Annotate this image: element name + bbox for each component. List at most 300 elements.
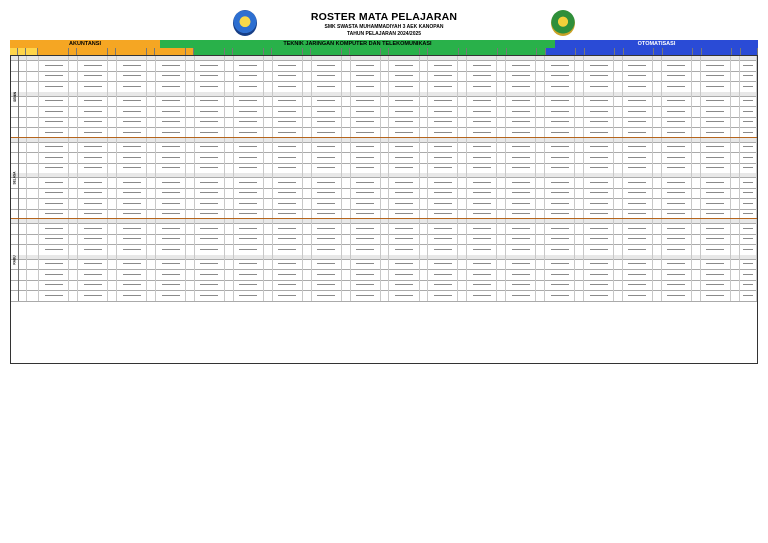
table-cell <box>312 269 342 280</box>
table-cell <box>731 60 740 71</box>
cell-text-placeholder <box>434 192 452 193</box>
table-cell <box>195 177 225 188</box>
cell-text-placeholder <box>84 100 102 101</box>
cell-text-placeholder <box>200 238 218 239</box>
column-header-cell <box>420 48 429 55</box>
table-cell <box>653 198 662 209</box>
column-header-cell <box>116 48 146 55</box>
table-cell <box>225 81 234 92</box>
table-cell <box>653 163 662 174</box>
table-cell <box>39 198 69 209</box>
cell-text-placeholder <box>551 203 569 204</box>
table-cell <box>584 234 614 245</box>
table-cell <box>312 71 342 82</box>
cell-text-placeholder <box>512 65 530 66</box>
table-cell <box>506 290 536 301</box>
table-cell <box>147 163 156 174</box>
table-cell <box>264 152 273 163</box>
table-cell <box>428 71 458 82</box>
table-cell <box>662 71 692 82</box>
column-header-cell <box>624 48 654 55</box>
schedule-table <box>10 55 758 364</box>
table-cell <box>614 81 623 92</box>
cell-text-placeholder <box>278 203 296 204</box>
table-cell <box>273 198 303 209</box>
cell-text-placeholder <box>123 100 141 101</box>
table-cell <box>147 290 156 301</box>
table-cell <box>351 81 381 92</box>
table-cell <box>389 223 419 234</box>
table-cell <box>69 234 78 245</box>
cell-text-placeholder <box>162 167 180 168</box>
cell-text-placeholder <box>356 203 374 204</box>
table-cell <box>506 234 536 245</box>
table-cell <box>497 96 506 107</box>
cell-text-placeholder <box>743 203 753 204</box>
table-cell <box>545 234 575 245</box>
table-cell <box>264 234 273 245</box>
cell-text-placeholder <box>590 157 608 158</box>
cell-text-placeholder <box>356 284 374 285</box>
cell-text-placeholder <box>200 121 218 122</box>
table-cell <box>342 60 351 71</box>
table-cell <box>692 177 701 188</box>
day-label-text: RABU <box>12 255 17 265</box>
table-cell <box>19 177 27 188</box>
cell-text-placeholder <box>473 75 491 76</box>
table-cell <box>303 106 312 117</box>
table-cell <box>497 188 506 199</box>
cell-text-placeholder <box>162 203 180 204</box>
table-cell <box>273 234 303 245</box>
table-cell <box>312 163 342 174</box>
table-cell <box>420 269 429 280</box>
group-otomatisasi: OTOMATISASI <box>555 40 758 48</box>
table-cell <box>225 259 234 270</box>
cell-text-placeholder <box>512 86 530 87</box>
column-header-cell <box>498 48 507 55</box>
cell-text-placeholder <box>356 86 374 87</box>
table-cell <box>428 81 458 92</box>
cell-text-placeholder <box>667 284 685 285</box>
table-cell <box>234 152 264 163</box>
table-cell <box>117 244 147 255</box>
table-cell <box>458 152 467 163</box>
cell-text-placeholder <box>239 157 257 158</box>
table-cell <box>351 163 381 174</box>
table-cell <box>584 223 614 234</box>
day-label <box>11 56 19 138</box>
table-cell <box>381 71 390 82</box>
table-cell <box>27 71 40 82</box>
table-cell <box>78 152 108 163</box>
table-cell <box>584 188 614 199</box>
table-cell <box>39 188 69 199</box>
table-cell <box>39 163 69 174</box>
cell-text-placeholder <box>317 157 335 158</box>
table-cell <box>19 223 27 234</box>
cell-text-placeholder <box>434 167 452 168</box>
table-cell <box>428 244 458 255</box>
cell-text-placeholder <box>551 65 569 66</box>
cell-text-placeholder <box>123 132 141 133</box>
table-cell <box>39 106 69 117</box>
cell-text-placeholder <box>123 295 141 296</box>
table-cell <box>692 198 701 209</box>
table-cell <box>234 106 264 117</box>
cell-text-placeholder <box>434 203 452 204</box>
table-cell <box>662 280 692 291</box>
column-header-cell <box>507 48 537 55</box>
table-cell <box>701 234 731 245</box>
table-cell <box>195 198 225 209</box>
table-cell <box>731 290 740 301</box>
table-cell <box>27 280 40 291</box>
table-cell <box>458 198 467 209</box>
table-cell <box>27 60 40 71</box>
cell-text-placeholder <box>278 284 296 285</box>
table-cell <box>692 152 701 163</box>
table-cell <box>303 81 312 92</box>
table-cell <box>575 290 584 301</box>
cell-text-placeholder <box>200 146 218 147</box>
table-cell <box>506 81 536 92</box>
cell-text-placeholder <box>706 228 724 229</box>
table-cell <box>312 259 342 270</box>
table-cell <box>584 259 614 270</box>
table-cell <box>428 96 458 107</box>
cell-text-placeholder <box>356 238 374 239</box>
cell-text-placeholder <box>667 182 685 183</box>
table-cell <box>692 234 701 245</box>
table-cell <box>420 96 429 107</box>
table-cell <box>575 81 584 92</box>
table-cell <box>27 244 40 255</box>
cell-text-placeholder <box>667 132 685 133</box>
table-cell <box>78 244 108 255</box>
table-cell <box>264 259 273 270</box>
table-cell <box>420 71 429 82</box>
cell-text-placeholder <box>706 192 724 193</box>
table-cell <box>497 117 506 128</box>
table-cell <box>614 152 623 163</box>
table-cell <box>536 81 545 92</box>
table-cell <box>614 96 623 107</box>
column-header-cell <box>155 48 185 55</box>
cell-text-placeholder <box>278 249 296 250</box>
table-cell <box>692 280 701 291</box>
table-cell <box>623 71 653 82</box>
table-cell <box>467 142 497 153</box>
table-cell <box>156 81 186 92</box>
cell-text-placeholder <box>317 100 335 101</box>
cell-text-placeholder <box>743 263 753 264</box>
cell-text-placeholder <box>45 192 63 193</box>
table-cell <box>653 60 662 71</box>
table-cell <box>273 244 303 255</box>
table-cell <box>545 280 575 291</box>
table-cell <box>264 81 273 92</box>
table-cell <box>303 152 312 163</box>
table-cell <box>69 142 78 153</box>
table-cell <box>147 117 156 128</box>
cell-text-placeholder <box>628 238 646 239</box>
table-cell <box>225 60 234 71</box>
table-cell <box>740 60 758 71</box>
table-cell <box>740 269 758 280</box>
table-cell <box>195 152 225 163</box>
table-cell <box>614 117 623 128</box>
cell-text-placeholder <box>162 238 180 239</box>
table-cell <box>351 117 381 128</box>
cell-text-placeholder <box>395 203 413 204</box>
table-cell <box>506 152 536 163</box>
table-cell <box>312 223 342 234</box>
cell-text-placeholder <box>512 132 530 133</box>
cell-text-placeholder <box>706 86 724 87</box>
cell-text-placeholder <box>590 167 608 168</box>
cell-text-placeholder <box>512 213 530 214</box>
table-cell <box>653 280 662 291</box>
table-cell <box>264 142 273 153</box>
table-cell <box>420 117 429 128</box>
table-cell <box>653 223 662 234</box>
table-cell <box>428 177 458 188</box>
table-cell <box>117 142 147 153</box>
table-cell <box>381 244 390 255</box>
table-cell <box>195 71 225 82</box>
table-cell <box>39 60 69 71</box>
cell-text-placeholder <box>434 182 452 183</box>
table-cell <box>186 96 195 107</box>
cell-text-placeholder <box>239 263 257 264</box>
column-header-cell <box>732 48 741 55</box>
cell-text-placeholder <box>473 263 491 264</box>
table-cell <box>458 81 467 92</box>
table-cell <box>19 244 27 255</box>
table-cell <box>653 152 662 163</box>
table-cell <box>19 71 27 82</box>
table-cell <box>545 188 575 199</box>
table-cell <box>662 269 692 280</box>
cell-text-placeholder <box>590 228 608 229</box>
table-cell <box>273 259 303 270</box>
table-cell <box>506 142 536 153</box>
page-title: ROSTER MATA PELAJARAN <box>310 11 458 23</box>
cell-text-placeholder <box>356 192 374 193</box>
table-cell <box>614 280 623 291</box>
table-cell <box>303 71 312 82</box>
table-cell <box>234 188 264 199</box>
table-cell <box>156 234 186 245</box>
table-cell <box>575 269 584 280</box>
cell-text-placeholder <box>45 284 63 285</box>
cell-text-placeholder <box>317 295 335 296</box>
cell-text-placeholder <box>239 182 257 183</box>
cell-text-placeholder <box>317 249 335 250</box>
table-cell <box>195 234 225 245</box>
table-cell <box>303 244 312 255</box>
column-header-cell <box>38 48 68 55</box>
cell-text-placeholder <box>395 75 413 76</box>
cell-text-placeholder <box>628 86 646 87</box>
page-header <box>0 0 768 42</box>
cell-text-placeholder <box>123 65 141 66</box>
table-cell <box>701 142 731 153</box>
cell-text-placeholder <box>628 203 646 204</box>
table-cell <box>428 142 458 153</box>
regional-logo-right <box>551 10 575 36</box>
table-cell <box>19 280 27 291</box>
table-cell <box>497 177 506 188</box>
table-cell <box>303 280 312 291</box>
table-cell <box>740 234 758 245</box>
table-cell <box>458 106 467 117</box>
cell-text-placeholder <box>317 263 335 264</box>
table-cell <box>147 60 156 71</box>
academic-year: TAHUN PELAJARAN 2024/2025 <box>346 31 422 37</box>
cell-text-placeholder <box>743 146 753 147</box>
table-cell <box>662 152 692 163</box>
cell-text-placeholder <box>590 121 608 122</box>
table-cell <box>108 280 117 291</box>
cell-text-placeholder <box>200 284 218 285</box>
column-header-cell <box>428 48 458 55</box>
cell-text-placeholder <box>239 65 257 66</box>
cell-text-placeholder <box>667 65 685 66</box>
cell-text-placeholder <box>395 146 413 147</box>
table-cell <box>545 259 575 270</box>
table-cell <box>108 152 117 163</box>
table-cell <box>27 152 40 163</box>
table-cell <box>147 198 156 209</box>
table-cell <box>584 280 614 291</box>
column-header-cell <box>77 48 107 55</box>
cell-text-placeholder <box>628 228 646 229</box>
table-cell <box>108 244 117 255</box>
table-cell <box>662 142 692 153</box>
table-cell <box>312 96 342 107</box>
cell-text-placeholder <box>706 75 724 76</box>
table-cell <box>740 96 758 107</box>
table-cell <box>186 259 195 270</box>
table-cell <box>428 259 458 270</box>
table-cell <box>506 106 536 117</box>
table-cell <box>731 71 740 82</box>
table-cell <box>156 223 186 234</box>
table-cell <box>506 60 536 71</box>
table-cell <box>342 280 351 291</box>
cell-text-placeholder <box>667 86 685 87</box>
cell-text-placeholder <box>590 203 608 204</box>
cell-text-placeholder <box>395 111 413 112</box>
column-header-cell <box>18 48 26 55</box>
table-cell <box>225 106 234 117</box>
table-cell <box>69 244 78 255</box>
cell-text-placeholder <box>278 111 296 112</box>
table-cell <box>273 96 303 107</box>
table-cell <box>19 152 27 163</box>
cell-text-placeholder <box>45 295 63 296</box>
table-cell <box>69 290 78 301</box>
table-cell <box>653 259 662 270</box>
table-cell <box>27 234 40 245</box>
table-cell <box>69 163 78 174</box>
table-cell <box>108 223 117 234</box>
cell-text-placeholder <box>395 121 413 122</box>
table-cell <box>653 71 662 82</box>
table-cell <box>584 60 614 71</box>
cell-text-placeholder <box>162 75 180 76</box>
cell-text-placeholder <box>317 75 335 76</box>
cell-text-placeholder <box>434 238 452 239</box>
table-cell <box>497 81 506 92</box>
cell-text-placeholder <box>84 295 102 296</box>
table-cell <box>225 280 234 291</box>
cell-text-placeholder <box>84 238 102 239</box>
table-cell <box>623 259 653 270</box>
table-cell <box>27 142 40 153</box>
table-cell <box>420 152 429 163</box>
table-cell <box>506 163 536 174</box>
cell-text-placeholder <box>473 249 491 250</box>
table-cell <box>467 177 497 188</box>
table-cell <box>147 96 156 107</box>
table-cell <box>195 163 225 174</box>
table-cell <box>312 188 342 199</box>
table-cell <box>234 96 264 107</box>
table-cell <box>27 290 40 301</box>
cell-text-placeholder <box>473 65 491 66</box>
table-cell <box>27 81 40 92</box>
table-cell <box>147 234 156 245</box>
table-cell <box>342 198 351 209</box>
table-cell <box>186 60 195 71</box>
table-cell <box>19 269 27 280</box>
cell-text-placeholder <box>356 167 374 168</box>
table-cell <box>27 163 40 174</box>
table-cell <box>303 96 312 107</box>
cell-text-placeholder <box>162 86 180 87</box>
cell-text-placeholder <box>551 100 569 101</box>
table-cell <box>467 96 497 107</box>
table-cell <box>69 198 78 209</box>
cell-text-placeholder <box>45 75 63 76</box>
column-header-cell <box>693 48 702 55</box>
table-cell <box>39 96 69 107</box>
table-cell <box>312 177 342 188</box>
cell-text-placeholder <box>84 146 102 147</box>
table-cell <box>701 60 731 71</box>
cell-text-placeholder <box>123 86 141 87</box>
table-cell <box>108 71 117 82</box>
column-header-cell <box>702 48 732 55</box>
cell-text-placeholder <box>590 284 608 285</box>
table-cell <box>467 60 497 71</box>
table-cell <box>27 177 40 188</box>
table-cell <box>614 244 623 255</box>
table-cell <box>351 198 381 209</box>
table-cell <box>740 71 758 82</box>
table-cell <box>701 223 731 234</box>
table-cell <box>731 152 740 163</box>
table-cell <box>467 106 497 117</box>
table-cell <box>117 96 147 107</box>
cell-text-placeholder <box>706 157 724 158</box>
cell-text-placeholder <box>628 182 646 183</box>
table-cell <box>623 106 653 117</box>
cell-text-placeholder <box>200 86 218 87</box>
